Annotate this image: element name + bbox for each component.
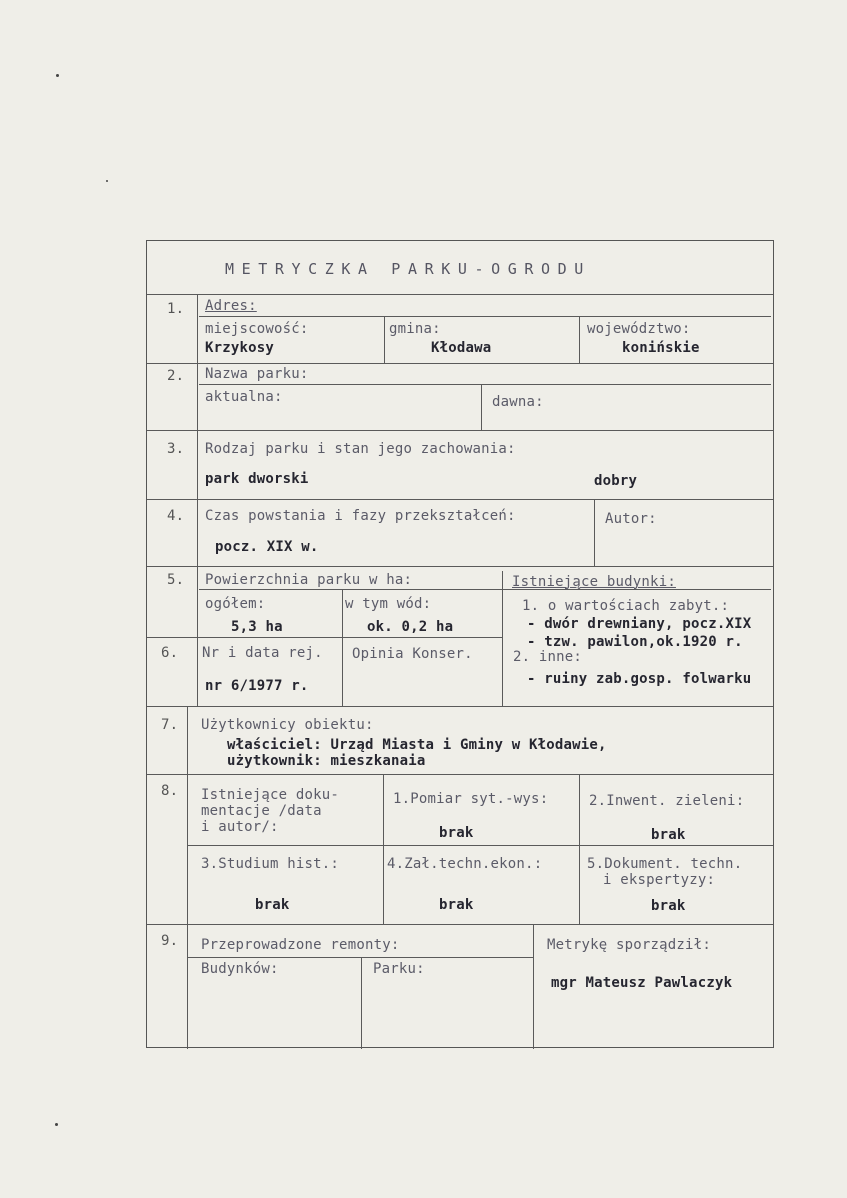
divider xyxy=(147,637,503,638)
tech-docs-label: i ekspertyzy: xyxy=(603,872,716,888)
section-number: 9. xyxy=(161,933,179,949)
address-label: Adres: xyxy=(205,298,257,314)
repairs-label: Przeprowadzone remonty: xyxy=(201,937,400,953)
area-label: Powierzchnia parku w ha: xyxy=(205,572,413,588)
divider xyxy=(147,774,773,775)
paper-speck xyxy=(106,180,108,182)
section-number: 3. xyxy=(167,441,185,457)
survey-label: 1.Pomiar syt.-wys: xyxy=(393,791,549,807)
divider xyxy=(187,957,533,958)
section-number: 6. xyxy=(161,645,179,661)
water-area-label: w tym wód: xyxy=(345,596,432,612)
section-number: 4. xyxy=(167,508,185,524)
voivodeship-label: województwo: xyxy=(587,321,691,337)
survey-value: brak xyxy=(439,825,474,841)
section-number: 5. xyxy=(167,572,185,588)
divider xyxy=(199,316,771,317)
locality-value: Krzykosy xyxy=(205,340,275,356)
author-label: Autor: xyxy=(605,511,657,527)
buildings-repairs-label: Budynków: xyxy=(201,961,279,977)
divider xyxy=(594,499,595,566)
divider xyxy=(199,384,771,385)
divider xyxy=(147,499,773,500)
water-area-value: ok. 0,2 ha xyxy=(367,619,454,635)
divider xyxy=(579,774,580,924)
park-type-value: park dworski xyxy=(205,471,309,487)
paper-speck xyxy=(55,1123,58,1126)
greenery-inventory-label: 2.Inwent. zieleni: xyxy=(589,793,745,809)
buildings-line: - dwór drewniany, pocz.XIX xyxy=(527,616,752,632)
divider xyxy=(147,294,773,295)
total-area-label: ogółem: xyxy=(205,596,266,612)
greenery-inventory-value: brak xyxy=(651,827,686,843)
users-line: użytkownik: mieszkanaia xyxy=(227,753,426,769)
section-number: 8. xyxy=(161,783,179,799)
divider xyxy=(147,430,773,431)
documentation-label: i autor/: xyxy=(201,819,279,835)
divider xyxy=(342,589,343,706)
prepared-by-label: Metrykę sporządził: xyxy=(547,937,711,953)
former-name-label: dawna: xyxy=(492,394,544,410)
section-number: 7. xyxy=(161,717,179,733)
form-title: METRYCZKA PARKU-OGRODU xyxy=(225,260,591,278)
current-name-label: aktualna: xyxy=(205,389,283,405)
park-name-label: Nazwa parku: xyxy=(205,366,309,382)
section-number: 2. xyxy=(167,368,185,384)
divider xyxy=(384,316,385,363)
divider xyxy=(579,316,580,363)
divider xyxy=(533,924,534,1049)
park-repairs-label: Parku: xyxy=(373,961,425,977)
divider xyxy=(502,571,503,706)
park-condition-value: dobry xyxy=(594,473,638,489)
historic-study-label: 3.Studium hist.: xyxy=(201,856,340,872)
registry-label: Nr i data rej. xyxy=(202,645,323,661)
divider xyxy=(361,957,362,1049)
buildings-line: - ruiny zab.gosp. folwarku xyxy=(527,671,752,687)
origin-time-label: Czas powstania i fazy przekształceń: xyxy=(205,508,516,524)
buildings-label: Istniejące budynki: xyxy=(512,574,676,590)
users-label: Użytkownicy obiektu: xyxy=(201,717,374,733)
divider xyxy=(187,706,188,1049)
documentation-label: Istniejące doku- xyxy=(201,787,340,803)
prepared-by-value: mgr Mateusz Pawlaczyk xyxy=(551,975,733,991)
conservator-opinion-label: Opinia Konser. xyxy=(352,646,473,662)
divider xyxy=(147,706,773,707)
users-line: właściciel: Urząd Miasta i Gminy w Kłodawie, xyxy=(227,737,607,753)
tech-econ-value: brak xyxy=(439,897,474,913)
total-area-value: 5,3 ha xyxy=(231,619,283,635)
section-number: 1. xyxy=(167,301,185,317)
divider xyxy=(147,924,773,925)
park-record-form xyxy=(146,240,774,1048)
origin-time-value: pocz. XIX w. xyxy=(215,539,319,555)
tech-econ-label: 4.Zał.techn.ekon.: xyxy=(387,856,543,872)
divider xyxy=(147,566,773,567)
historic-study-value: brak xyxy=(255,897,290,913)
divider xyxy=(199,589,771,590)
registry-value: nr 6/1977 r. xyxy=(205,678,309,694)
locality-label: miejscowość: xyxy=(205,321,309,337)
buildings-line: 2. inne: xyxy=(513,649,583,665)
park-type-label: Rodzaj parku i stan jego zachowania: xyxy=(205,441,516,457)
buildings-line: - tzw. pawilon,ok.1920 r. xyxy=(527,634,743,650)
documentation-label: mentacje /data xyxy=(201,803,322,819)
commune-value: Kłodawa xyxy=(431,340,492,356)
divider xyxy=(197,294,198,706)
divider xyxy=(147,363,773,364)
commune-label: gmina: xyxy=(389,321,441,337)
tech-docs-value: brak xyxy=(651,898,686,914)
paper-speck xyxy=(56,74,59,77)
divider xyxy=(383,774,384,924)
divider xyxy=(187,845,773,846)
buildings-line: 1. o wartościach zabyt.: xyxy=(522,598,730,614)
tech-docs-label: 5.Dokument. techn. xyxy=(587,856,743,872)
divider xyxy=(481,384,482,430)
voivodeship-value: konińskie xyxy=(622,340,700,356)
